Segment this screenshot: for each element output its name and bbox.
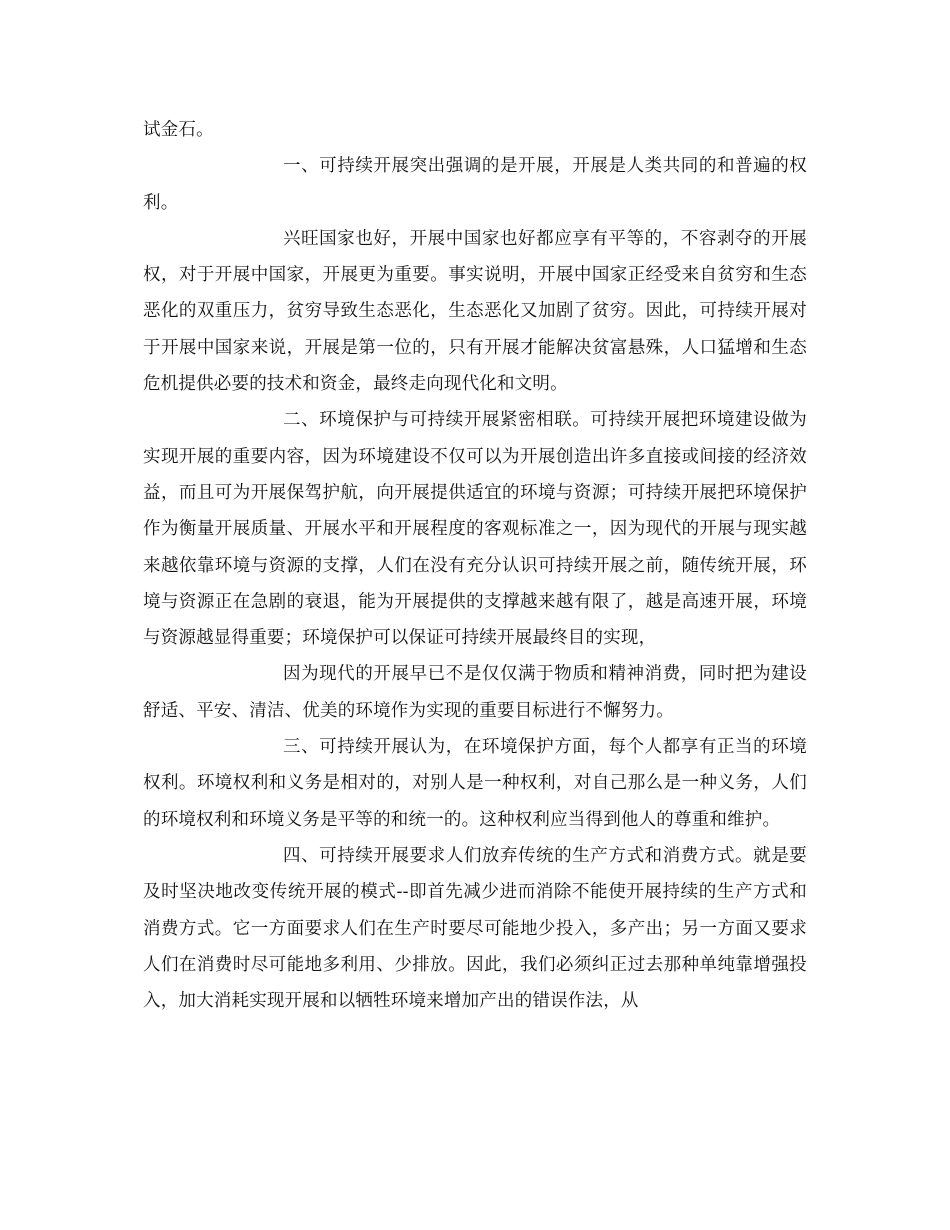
paragraph-point-one: 一、可持续开展突出强调的是开展，开展是人类共同的和普遍的权利。 bbox=[143, 156, 807, 213]
paragraph-developing-countries: 兴旺国家也好，开展中国家也好都应享有平等的，不容剥夺的开展权，对于开展中国家，开展更为重要。事实说明，开展中国家正经受来自贫穷和生态恶化的双重压力，贫穷导致生态恶化，生态恶化又加剧了贫穷。因此，可持续开展对于开展中国家来说，开展是第一位的，只有开展才能解决贫富悬殊，人口猛增和生态危机提供必要的技术和资金，最终走向现代化和文明。 bbox=[143, 228, 807, 395]
document-body bbox=[143, 112, 807, 1019]
paragraph-continuation: 试金石。 bbox=[143, 120, 214, 140]
paragraph-point-two: 二、环境保护与可持续开展紧密相联。可持续开展把环境建设做为实现开展的重要内容，因为环境建设不仅可以为开展创造出许多直接或间接的经济效益，而且可为开展保驾护航，向开展提供适宜的环境与资源；可持续开展把环境保护作为衡量开展质量、开展水平和开展程度的客观标准之一，因为现代的开展与现实越来越依靠环境与资源的支撑，人们在没有充分认识可持续开展之前，随传统开展，环境与资源正在急剧的衰退，能为开展提供的支撑越来越有限了，越是高速开展，环境与资源越显得重要；环境保护可以保证可持续开展最终目的实现， bbox=[143, 410, 807, 649]
paragraph-modern-development: 因为现代的开展早已不是仅仅满于物质和精神消费，同时把为建设舒适、平安、清洁、优美的环境作为实现的重要目标进行不懈努力。 bbox=[143, 664, 807, 721]
paragraph-point-three: 三、可持续开展认为，在环境保护方面，每个人都享有正当的环境权利。环境权利和义务是相对的，对别人是一种权利，对自己那么是一种义务，人们的环境权利和环境义务是平等的和统一的。这种权利应当得到他人的尊重和维护。 bbox=[143, 737, 807, 830]
paragraph-point-four: 四、可持续开展要求人们放弃传统的生产方式和消费方式。就是要及时坚决地改变传统开展的模式--即首先减少进而消除不能使开展持续的生产方式和消费方式。它一方面要求人们在生产时要尽可能地少投入，多产出；另一方面又要求人们在消费时尽可能地多利用、少排放。因此，我们必须纠正过去那种单纯靠增强投入，加大消耗实现开展和以牺牲环境来增加产出的错误作法，从 bbox=[143, 845, 807, 1012]
